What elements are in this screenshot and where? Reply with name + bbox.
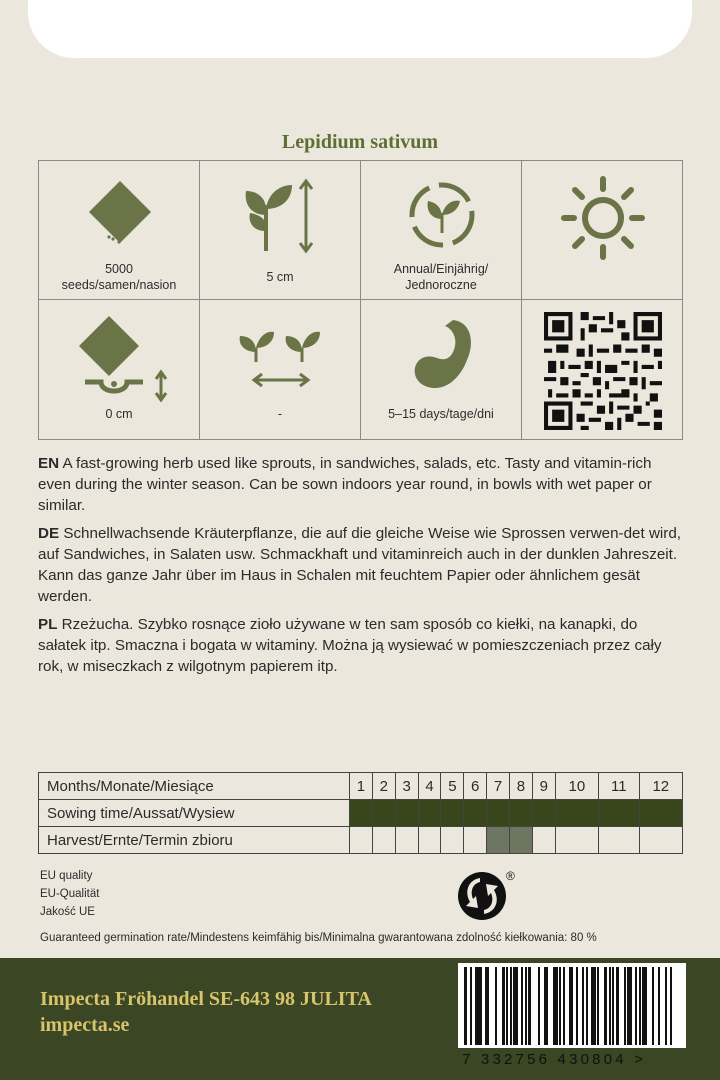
- sowing-cell-9: [532, 800, 555, 827]
- barcode-bar: [591, 967, 594, 1045]
- cell-seeds: [38, 160, 200, 300]
- annual-line-2: Jednoroczne: [405, 278, 477, 292]
- barcode-bar: [658, 967, 660, 1045]
- barcode-bar: [515, 967, 518, 1045]
- barcode-bar: [487, 967, 489, 1045]
- lang-code-pl: PL: [38, 616, 58, 633]
- barcode-bar: [604, 967, 607, 1045]
- barcode-bar: [624, 967, 626, 1045]
- hang-hole: [28, 0, 692, 58]
- barcode-bar: [609, 967, 611, 1045]
- description-en: [38, 453, 683, 516]
- description-de-text: Schnellwachsende Kräuterpflanze, die auf die gleiche Weise wie Sprossen verwen-det wird, auf Sandwiches, in Salaten usw. Schmackhaft und vitaminreich auch in der dunklen Jahreszeit. Kann das ganze Jahr über im Haus in Schalen mit feuchtem Papier oder ähnlichem gesät werden.: [38, 525, 682, 605]
- barcode-bar: [510, 967, 512, 1045]
- sowing-cell-10: [555, 800, 598, 827]
- quality-en: EU quality: [40, 870, 93, 882]
- month-7: 7: [487, 773, 510, 800]
- month-11: 11: [599, 773, 640, 800]
- company-address-block: [40, 986, 372, 1038]
- harvest-cell-10: [555, 827, 598, 854]
- barcode-bar: [639, 967, 641, 1045]
- cell-germination: [360, 299, 522, 440]
- height-label: 5 cm: [266, 270, 294, 284]
- qr-code[interactable]: [544, 312, 662, 430]
- month-12: 12: [639, 773, 682, 800]
- full-sun-icon: [560, 175, 646, 261]
- barcode-bar: [495, 967, 497, 1045]
- barcode-bar: [594, 967, 596, 1045]
- cell-qr: [521, 299, 683, 440]
- barcode-bar: [569, 967, 571, 1045]
- cell-sun: [521, 160, 683, 300]
- barcode-bar: [642, 967, 645, 1045]
- barcode-bar: [629, 967, 632, 1045]
- barcode-bar: [597, 967, 599, 1045]
- seeds-text: 5000 seeds/samen/nasion: [61, 262, 177, 292]
- sowing-cell-3: [395, 800, 418, 827]
- month-1: 1: [350, 773, 373, 800]
- cell-height: [199, 160, 361, 300]
- plant-spacing-icon: [236, 326, 326, 396]
- sowing-cell-1: [350, 800, 373, 827]
- lang-code-en: EN: [38, 455, 60, 472]
- company-address: Impecta Fröhandel SE-643 98 JULITA: [40, 988, 372, 1010]
- barcode-bars: [458, 963, 686, 1048]
- barcode-bar: [521, 967, 523, 1045]
- germination-guarantee: Guaranteed germination rate/Mindestens keimfähig bis/Minimalna gwarantowana zdolność kiełkowania: 80 %: [40, 932, 597, 944]
- barcode-bar: [480, 967, 482, 1045]
- barcode-bar: [477, 967, 480, 1045]
- barcode-bar: [652, 967, 654, 1045]
- calendar-harvest-row: [39, 827, 683, 854]
- annual-line-1: Annual/Einjährig/: [393, 262, 489, 276]
- description-de: [38, 523, 683, 607]
- description-pl: [38, 614, 683, 677]
- barcode: [458, 963, 686, 1048]
- recycle-symbol-icon: [456, 868, 516, 922]
- barcode-bar: [645, 967, 647, 1045]
- barcode-bar: [506, 967, 508, 1045]
- calendar-months-row: [39, 773, 683, 800]
- harvest-cell-5: [441, 827, 464, 854]
- harvest-cell-8: [510, 827, 533, 854]
- barcode-number: 7 332756 430804 >: [462, 1051, 647, 1068]
- sowing-cell-8: [510, 800, 533, 827]
- barcode-bar: [556, 967, 558, 1045]
- harvest-label: Harvest/Ernte/Termin zbioru: [39, 827, 350, 854]
- sowing-cell-5: [441, 800, 464, 827]
- spacing-label: -: [277, 407, 283, 421]
- barcode-bar: [582, 967, 584, 1045]
- green-dot-recycle-icon: [456, 868, 516, 927]
- germination-icon: [409, 316, 479, 396]
- barcode-bar: [635, 967, 637, 1045]
- depth-label: 0 cm: [105, 407, 133, 421]
- month-6: 6: [464, 773, 487, 800]
- harvest-cell-9: [532, 827, 555, 854]
- cell-spacing: [199, 299, 361, 440]
- sowing-calendar: [38, 772, 683, 854]
- annual-label: [361, 261, 521, 293]
- lang-code-de: DE: [38, 525, 60, 542]
- cell-depth: [38, 299, 200, 440]
- harvest-cell-4: [418, 827, 441, 854]
- month-9: 9: [532, 773, 555, 800]
- month-8: 8: [510, 773, 533, 800]
- species-name: Lepidium sativum: [281, 131, 439, 153]
- barcode-bar: [670, 967, 672, 1045]
- harvest-cell-3: [395, 827, 418, 854]
- annual-cycle-icon: [404, 177, 480, 253]
- harvest-cell-7: [487, 827, 510, 854]
- barcode-bar: [502, 967, 505, 1045]
- harvest-cell-6: [464, 827, 487, 854]
- quality-pl: Jakość UE: [40, 906, 95, 918]
- description-pl-text: Rzeżucha. Szybko rosnące zioło używane w ten sam sposób co kiełki, na kanapki, do sałatek itp. Smaczna i bogata w witaminy. Można ją wysiewać w pomieszczeniach przez cały rok, w miseczkach z wilgotnym papierem itp.: [38, 616, 662, 675]
- month-4: 4: [418, 773, 441, 800]
- months-label: Months/Monate/Miesiące: [39, 773, 350, 800]
- plant-height-icon: [242, 175, 322, 255]
- barcode-bar: [528, 967, 531, 1045]
- barcode-bar: [571, 967, 573, 1045]
- barcode-bar: [627, 967, 629, 1045]
- sowing-cell-4: [418, 800, 441, 827]
- barcode-bar: [665, 967, 667, 1045]
- barcode-bar: [586, 967, 588, 1045]
- harvest-cell-2: [372, 827, 395, 854]
- sowing-cell-11: [599, 800, 640, 827]
- seeds-label: [39, 261, 199, 293]
- barcode-bar: [576, 967, 578, 1045]
- barcode-bar: [612, 967, 614, 1045]
- sowing-cell-7: [487, 800, 510, 827]
- quality-de: EU-Qualität: [40, 888, 100, 900]
- info-grid: [38, 160, 683, 440]
- barcode-bar: [464, 967, 467, 1045]
- barcode-bar: [485, 967, 487, 1045]
- company-website[interactable]: impecta.se: [40, 1014, 130, 1036]
- month-10: 10: [555, 773, 598, 800]
- sowing-cell-6: [464, 800, 487, 827]
- sowing-depth-icon: [75, 312, 175, 402]
- month-3: 3: [395, 773, 418, 800]
- registered-mark: ®: [506, 869, 515, 883]
- cell-annual: [360, 160, 522, 300]
- seed-packet-icon: [85, 179, 155, 249]
- harvest-cell-1: [350, 827, 373, 854]
- barcode-bar: [553, 967, 556, 1045]
- calendar-sowing-row: [39, 800, 683, 827]
- barcode-bar: [470, 967, 472, 1045]
- barcode-bar: [475, 967, 477, 1045]
- harvest-cell-12: [639, 827, 682, 854]
- germination-label: 5–15 days/tage/dni: [388, 407, 494, 421]
- barcode-bar: [563, 967, 565, 1045]
- barcode-bar: [544, 967, 546, 1045]
- description-en-text: A fast-growing herb used like sprouts, in sandwiches, salads, etc. Tasty and vitamin-rich even during the winter season. Can be sown indoors year round, in bowls with wet paper or similar.: [38, 455, 652, 514]
- barcode-bar: [559, 967, 561, 1045]
- barcode-bar: [513, 967, 515, 1045]
- sowing-label: Sowing time/Aussat/Wysiew: [39, 800, 350, 827]
- month-5: 5: [441, 773, 464, 800]
- month-2: 2: [372, 773, 395, 800]
- harvest-cell-11: [599, 827, 640, 854]
- barcode-bar: [538, 967, 540, 1045]
- sowing-cell-2: [372, 800, 395, 827]
- eu-quality: [40, 867, 99, 921]
- sowing-cell-12: [639, 800, 682, 827]
- barcode-bar: [616, 967, 619, 1045]
- barcode-bar: [525, 967, 527, 1045]
- barcode-bar: [546, 967, 548, 1045]
